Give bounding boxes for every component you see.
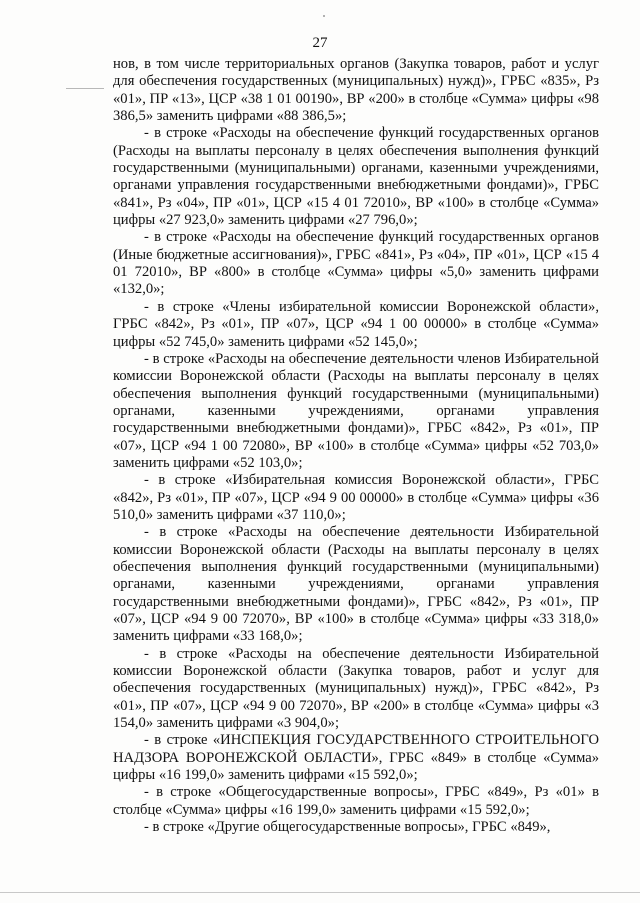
paragraph: - в строке «Расходы на обеспечение функций государственных органов (Расходы на выплаты персоналу в целях обеспечения выполнения функций государственными (муниципальными) органами, казенными учреждениями, органами управления государственными внебюджетными фондами)», ГРБС «841», Рз «04», ПР «01», ЦСР «15 4 01 72010», ВР «100» в столбце «Сумма» цифры «27 923,0» заменить цифрами «27 796,0»; <box>113 125 599 229</box>
paragraph-continuation: нов, в том числе территориальных органов (Закупка товаров, работ и услуг для обеспечения государственных (муниципальных) нужд)», ГРБС «835», Рз «01», ПР «13», ЦСР «38 1 01 00190», ВР «200» в столбце «Сумма» цифры «98 386,5» заменить цифрами «88 386,5»; <box>113 56 599 125</box>
paragraph: - в строке «ИНСПЕКЦИЯ ГОСУДАРСТВЕННОГО СТРОИТЕЛЬНОГО НАДЗОРА ВОРОНЕЖСКОЙ ОБЛАСТИ», ГРБС «849» в столбце «Сумма» цифры «16 199,0» заменить цифрами «15 592,0»; <box>113 732 599 784</box>
paragraph: - в строке «Расходы на обеспечение деятельности членов Избирательной комиссии Воронежской области (Расходы на выплаты персоналу в целях обеспечения выполнения функций государственными (муниципальными) органами, казенными учреждениями, органами управления государственными внебюджетными фондами)», ГРБС «842», Рз «01», ПР «07», ЦСР «94 1 00 72080», ВР «100» в столбце «Сумма» цифры «52 703,0» заменить цифрами «52 103,0»; <box>113 350 599 471</box>
paragraph: - в строке «Другие общегосударственные вопросы», ГРБС «849», <box>144 819 551 836</box>
page-number: 27 <box>312 35 328 51</box>
paragraph: - в строке «Расходы на обеспечение деятельности Избирательной комиссии Воронежской области (Расходы на выплаты персоналу в целях обеспечения выполнения функций государственными (муниципальными) органами, казенными учреждениями, органами управления государственными внебюджетными фондами)», ГРБС «842», Рз «01», ПР «07», ЦСР «94 9 00 72070», ВР «100» в столбце «Сумма» цифры «33 318,0» заменить цифрами «33 168,0»; <box>113 524 599 645</box>
paragraph: - в строке «Члены избирательной комиссии Воронежской области», ГРБС «842», Рз «01», ПР «07», ЦСР «94 1 00 00000» в столбце «Сумма» цифры «52 745,0» заменить цифрами «52 145,0»; <box>113 298 599 350</box>
paragraph: - в строке «Расходы на обеспечение деятельности Избирательной комиссии Воронежской области (Закупка товаров, работ и услуг для обеспечения государственных (муниципальных) нужд)», ГРБС «842», Рз «01», ПР «07», ЦСР «94 9 00 72070», ВР «200» в столбце «Сумма» цифры «3 154,0» заменить цифрами «3 904,0»; <box>113 645 599 732</box>
page-bottom-edge <box>0 892 640 893</box>
margin-mark <box>66 88 104 89</box>
document-body <box>113 56 599 836</box>
scan-speck <box>323 15 325 17</box>
paragraph: - в строке «Избирательная комиссия Воронежской области», ГРБС «842», Рз «01», ПР «07», ЦСР «94 9 00 00000» в столбце «Сумма» цифры «36 510,0» заменить цифрами «37 110,0»; <box>113 472 599 523</box>
paragraph: - в строке «Расходы на обеспечение функций государственных органов (Иные бюджетные ассигнования)», ГРБС «841», Рз «04», ПР «01», ЦСР «15 4 01 72010», ВР «800» в столбце «Сумма» цифры «5,0» заменить цифрами «132,0»; <box>113 229 599 298</box>
paragraph: - в строке «Общегосударственные вопросы», ГРБС «849», Рз «01» в столбце «Сумма» цифры «16 199,0» заменить цифрами «15 592,0»; <box>113 784 599 818</box>
